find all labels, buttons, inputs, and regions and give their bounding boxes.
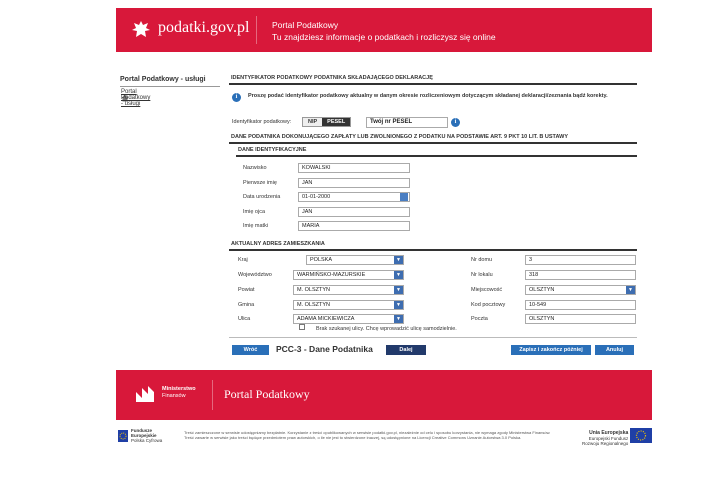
apartment-number-label: Nr lokalu — [471, 272, 493, 278]
info-icon: i — [232, 93, 241, 102]
chevron-down-icon[interactable]: ▼ — [626, 286, 635, 294]
form-name: PCC-3 - Dane Podatnika — [276, 344, 373, 354]
cancel-button[interactable]: Anuluj — [595, 345, 634, 355]
actions-divider — [229, 337, 637, 338]
identifier-label: Identyfikator podatkowy: — [232, 119, 292, 125]
ministry-line1: Ministerstwo — [162, 386, 196, 392]
footer-portal-name: Portal Podatkowy — [224, 387, 310, 401]
header-title: Portal Podatkowy — [272, 20, 339, 30]
country-value: POLSKA — [310, 257, 333, 263]
eu-line1: Unia Europejska — [589, 430, 629, 436]
save-finish-later-button[interactable]: Zapisz i zakończ później — [511, 345, 591, 355]
header-divider — [256, 16, 257, 44]
european-funds-icon — [118, 430, 128, 442]
voivodeship-label: Województwo — [238, 272, 272, 278]
post-office-label: Poczta — [471, 316, 488, 322]
sidebar-divider — [120, 86, 220, 87]
voivodeship-value: WARMIŃSKO-MAZURSKIE — [297, 272, 366, 278]
sidebar-title: Portal Podatkowy - usługi — [120, 76, 206, 83]
eu-line3: Rozwoju Regionalnego — [582, 441, 629, 446]
county-select[interactable] — [293, 285, 404, 295]
house-number-label: Nr domu — [471, 257, 493, 263]
ministry-name — [162, 386, 196, 400]
chevron-down-icon[interactable]: ▼ — [394, 256, 403, 264]
manual-street-label: Brak szukanej ulicy. Chcę wprowadzić ulicę samodzielnie. — [316, 326, 457, 332]
father-name-field[interactable]: JAN — [298, 207, 410, 217]
toggle-pesel[interactable]: PESEL — [322, 118, 350, 126]
eu-text — [582, 430, 628, 446]
voivodeship-select[interactable] — [293, 270, 404, 280]
first-name-field[interactable]: JAN — [298, 178, 410, 188]
pesel-input[interactable]: Twój nr PESEL — [366, 117, 448, 128]
pesel-help-icon[interactable]: i — [451, 118, 460, 127]
commune-value: M. OLSZTYN — [297, 302, 331, 308]
father-name-label: Imię ojca — [243, 209, 266, 215]
calendar-icon[interactable] — [400, 193, 408, 201]
post-office-field[interactable]: OLSZTYN — [525, 314, 636, 324]
funds-line2: Europejskie — [131, 433, 157, 438]
mother-name-label: Imię matki — [243, 223, 269, 229]
surname-label: Nazwisko — [243, 165, 267, 171]
back-button[interactable]: Wróć — [232, 345, 269, 355]
section-ident-title: DANE IDENTYFIKACYJNE — [238, 147, 307, 153]
site-header — [116, 8, 652, 52]
chevron-down-icon[interactable]: ▼ — [394, 315, 403, 323]
commune-label: Gmina — [238, 302, 255, 308]
commune-select[interactable] — [293, 300, 404, 310]
city-label: Miejscowość — [471, 287, 503, 293]
city-select[interactable] — [525, 285, 636, 295]
birth-date-field[interactable] — [298, 192, 410, 202]
eagle-logo-icon[interactable] — [130, 19, 152, 41]
section-address-title: AKTUALNY ADRES ZAMIESZKANIA — [231, 241, 325, 247]
street-value: ADAMA MICKIEWICZA — [297, 316, 355, 322]
next-button[interactable]: Dalej — [386, 345, 426, 355]
section-identifier-title: IDENTYFIKATOR PODATKOWY PODATNIKA SKŁADAJĄCEGO DEKLARACJĘ — [231, 75, 433, 81]
county-label: Powiat — [238, 287, 255, 293]
manual-street-checkbox[interactable] — [299, 324, 305, 330]
identifier-type-toggle — [302, 117, 351, 127]
footer-divider — [212, 380, 213, 410]
section-divider — [236, 155, 637, 157]
house-number-field[interactable]: 3 — [525, 255, 636, 265]
postal-code-label: Kod pocztowy — [471, 302, 506, 308]
sidebar-item-portal-services[interactable] — [121, 89, 151, 107]
section-divider — [229, 142, 637, 144]
street-label: Ulica — [238, 316, 251, 322]
city-value: OLSZTYN — [529, 287, 555, 293]
section-divider — [229, 249, 637, 251]
postal-code-field[interactable]: 10-549 — [525, 300, 636, 310]
section-divider — [229, 83, 637, 85]
section-taxpayer-data-title: DANE PODATNIKA DOKONUJĄCEGO ZAPŁATY LUB ZWOLNIONEGO Z PODATKU NA PODSTAWIE ART. 9 PKT 10 LIT. B USTAWY — [231, 134, 569, 140]
eu-flag-icon — [630, 428, 652, 443]
european-funds-logo — [118, 428, 162, 443]
toggle-nip[interactable]: NIP — [303, 118, 322, 126]
chevron-down-icon[interactable]: ▼ — [394, 271, 403, 279]
ministry-line2: Finansów — [162, 393, 186, 399]
birth-date-label: Data urodzenia — [243, 194, 281, 200]
ministry-logo-icon[interactable] — [134, 384, 158, 404]
chevron-down-icon[interactable]: ▼ — [394, 286, 403, 294]
legal-notice: Treść zamieszczone w serwisie udostępniamy bezpłatnie. Korzystanie z treści opublikowanych w serwisie podatki.gov.pl, niezależnie od celu i sposobu korzystania, nie wymaga zgody Ministerstwa Finansów. Treść zawarte w serwisie jako treści będące przedmiotem praw autorskich, o ile nie jest to stwierdzone inaczej, są udostępnione na Licencji Creative Commons Uznanie Autorstwa 3.0 Polska. — [184, 430, 551, 440]
chevron-down-icon[interactable]: ▼ — [394, 301, 403, 309]
apartment-number-field[interactable]: 318 — [525, 270, 636, 280]
sidebar-item-label[interactable]: Portal Podatkowy - usługi — [121, 89, 151, 107]
county-value: M. OLSZTYN — [297, 287, 331, 293]
country-select[interactable] — [306, 255, 404, 265]
first-name-label: Pierwsze imię — [243, 180, 277, 186]
footer-banner — [116, 370, 652, 420]
info-message: Proszę podać identyfikator podatkowy aktualny w danym okresie rozliczeniowym dotyczącym składanej deklaracji/zeznania bądź korekty. — [248, 93, 608, 99]
funds-line3: Polska Cyfrowa — [131, 438, 163, 443]
surname-field[interactable]: KOWALSKI — [298, 163, 410, 173]
street-select[interactable] — [293, 314, 404, 324]
birth-date-value: 01-01-2000 — [302, 194, 331, 200]
site-logo-text[interactable]: podatki.gov.pl — [158, 19, 250, 36]
eu-line2: Europejski Fundusz — [588, 436, 629, 441]
funds-line1: Fundusze — [131, 428, 152, 433]
mother-name-field[interactable]: MARIA — [298, 221, 410, 231]
country-label: Kraj — [238, 257, 248, 263]
header-subtitle: Tu znajdziesz informacje o podatkach i rozliczysz się online — [272, 32, 496, 42]
